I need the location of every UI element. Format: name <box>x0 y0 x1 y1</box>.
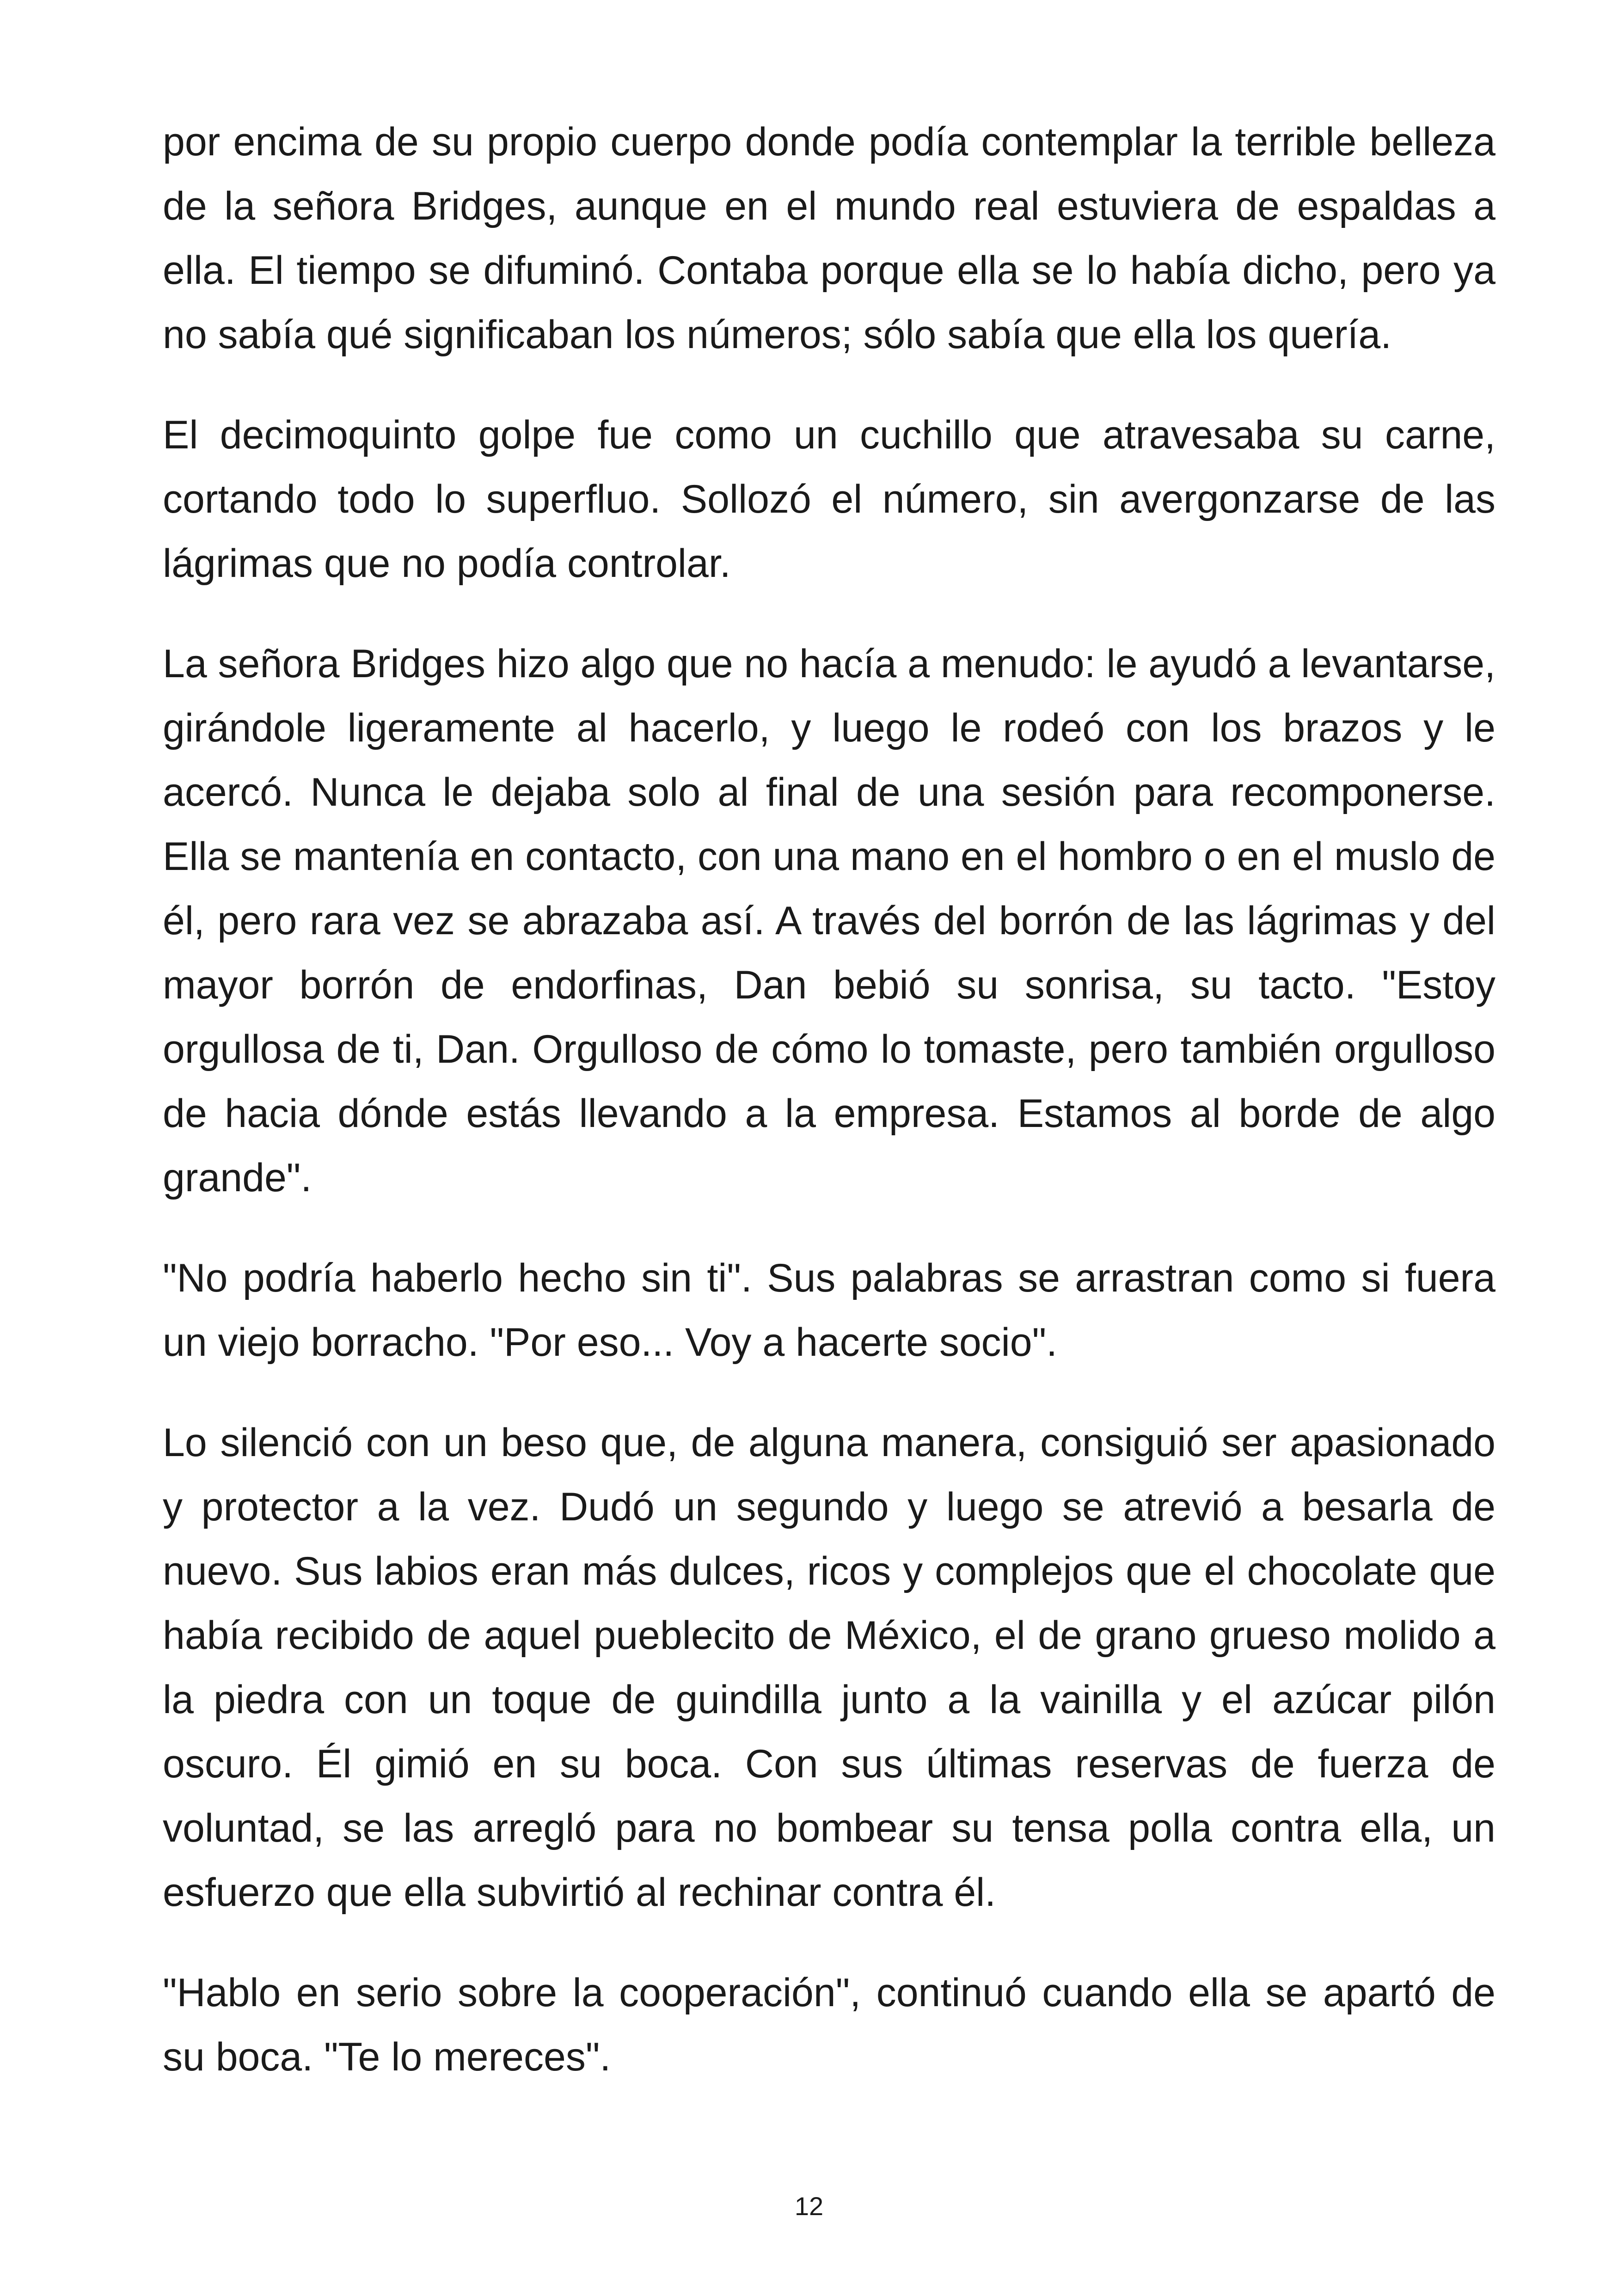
paragraph: El decimoquinto golpe fue como un cuchillo que atravesaba su carne, cortando todo lo superfluo. Sollozó el número, sin avergonzarse de las lágrimas que no podía controlar. <box>163 413 1495 586</box>
paragraph: Lo silenció con un beso que, de alguna manera, consiguió ser apasionado y protector a la vez. Dudó un segundo y luego se atrevió a besarla de nuevo. Sus labios eran más dulces, ricos y complejos que el chocolate que había recibido de aquel pueblecito de México, el de grano grueso molido a la piedra con un toque de guindilla junto a la vainilla y el azúcar pilón oscuro. Él gimió en su boca. Con sus últimas reservas de fuerza de voluntad, se las arregló para no bombear su tensa polla contra ella, un esfuerzo que ella subvirtió al rechinar contra él. <box>163 1420 1495 1915</box>
page-number: 12 <box>794 2192 824 2221</box>
paragraph: "No podría haberlo hecho sin ti". Sus palabras se arrastran como si fuera un viejo borracho. "Por eso... Voy a hacerte socio". <box>163 1256 1495 1365</box>
paragraph: La señora Bridges hizo algo que no hacía a menudo: le ayudó a levantarse, girándole ligeramente al hacerlo, y luego le rodeó con los brazos y le acercó. Nunca le dejaba solo al final de una sesión para recomponerse. Ella se mantenía en contacto, con una mano en el hombro o en el muslo de él, pero rara vez se abrazaba así. A través del borrón de las lágrimas y del mayor borrón de endorfinas, Dan bebió su sonrisa, su tacto. "Estoy orgullosa de ti, Dan. Orgulloso de cómo lo tomaste, pero también orgulloso de hacia dónde estás llevando a la empresa. Estamos al borde de algo grande". <box>163 642 1495 1200</box>
text-body <box>163 110 1495 2125</box>
paragraph: por encima de su propio cuerpo donde podía contemplar la terrible belleza de la señora Bridges, aunque en el mundo real estuviera de espaldas a ella. El tiempo se difuminó. Contaba porque ella se lo había dicho, pero ya no sabía qué significaban los números; sólo sabía que ella los quería. <box>163 120 1495 357</box>
paragraph: "Hablo en serio sobre la cooperación", continuó cuando ella se apartó de su boca. "Te lo mereces". <box>163 1971 1495 2079</box>
